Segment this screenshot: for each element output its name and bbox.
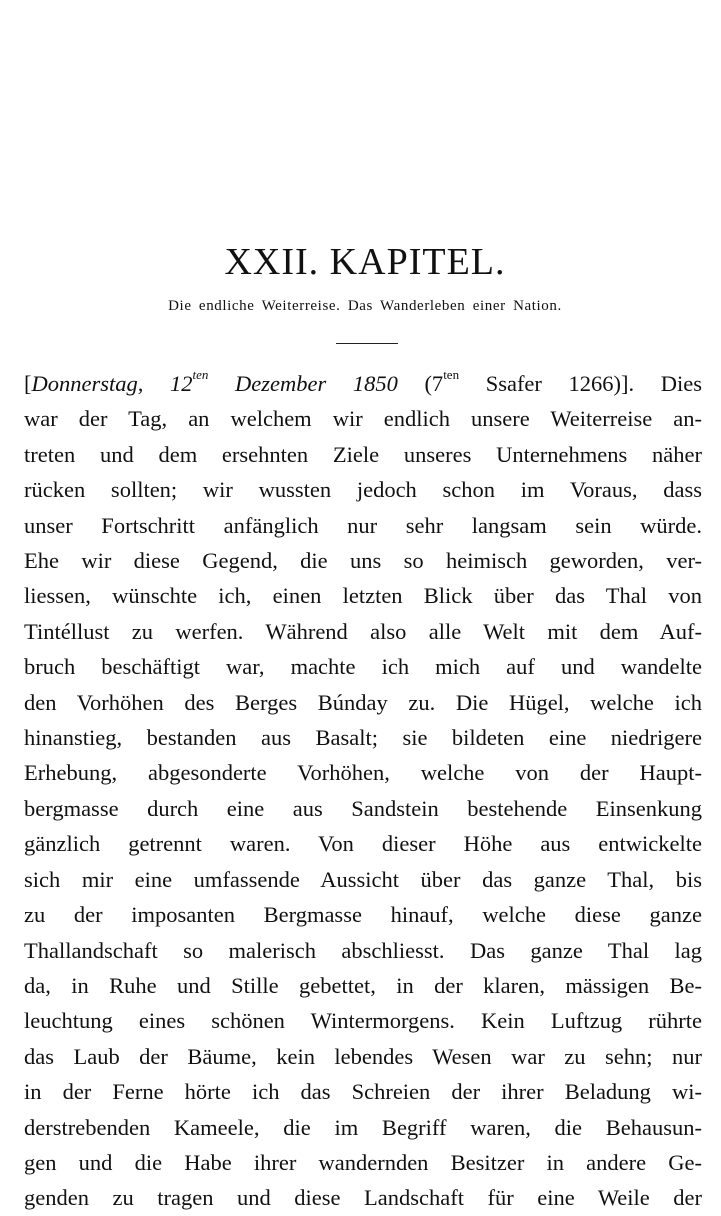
line-1-tail: Dies	[660, 371, 702, 396]
text-line: rücken sollten; wir wussten jedoch schon im Voraus, dass	[24, 477, 702, 503]
body-paragraph	[24, 366, 702, 1216]
text-line: gen und die Habe ihrer wandernden Besitzer in andere Ge-	[24, 1149, 702, 1175]
text-line: liessen, wünschte ich, einen letzten Blick über das Thal von	[24, 583, 702, 609]
date-day: Donnerstag, $12^{ten}$ Dezember 1850	[31, 367, 398, 396]
text-line: derstrebenden Kameele, die im Begriff waren, die Behausun-	[24, 1114, 702, 1140]
text-line: treten und dem ersehnten Ziele unseres Unternehmens näher	[24, 441, 702, 467]
text-line-1	[24, 366, 702, 401]
text-line: sich mir eine umfassende Aussicht über das ganze Thal, bis	[24, 866, 702, 892]
text-line: Erhebung, abgesonderte Vorhöhen, welche von der Haupt-	[24, 760, 702, 786]
text-line: war der Tag, an welchem wir endlich unsere Weiterreise an-	[24, 406, 702, 432]
text-line: den Vorhöhen des Berges Búnday zu. Die Hügel, welche ich	[24, 689, 702, 715]
text-line: Ehe wir diese Gegend, die uns so heimisch geworden, ver-	[24, 548, 702, 574]
text-line: zu der imposanten Bergmasse hinauf, welche diese ganze	[24, 902, 702, 928]
text-line: in der Ferne hörte ich das Schreien der ihrer Beladung wi-	[24, 1079, 702, 1105]
text-line: hinanstieg, bestanden aus Basalt; sie bildeten eine niedrigere	[24, 725, 702, 751]
text-line: gänzlich getrennt waren. Von dieser Höhe aus entwickelte	[24, 831, 702, 857]
section-divider	[336, 343, 398, 344]
chapter-subtitle: Die endliche Weiterreise. Das Wanderleben einer Nation.	[168, 298, 562, 314]
text-line: bergmasse durch eine aus Sandstein bestehende Einsenkung	[24, 795, 702, 821]
text-line: Tintéllust zu werfen. Während also alle Welt mit dem Auf-	[24, 618, 702, 644]
open-bracket: [	[24, 371, 32, 396]
text-line: unser Fortschritt anfänglich nur sehr langsam sein würde.	[24, 512, 702, 538]
text-line: Thallandschaft so malerisch abschliesst. Das ganze Thal lag	[24, 937, 702, 963]
text-line: bruch beschäftigt war, machte ich mich auf und wandelte	[24, 654, 702, 680]
text-line: leuchtung eines schönen Wintermorgens. Kein Luftzug rührte	[24, 1008, 702, 1034]
date-islamic: ($7^{ten}$ Ssafer 1266)].	[424, 367, 635, 396]
chapter-title: XXII. KAPITEL.	[224, 241, 506, 283]
text-line: genden zu tragen und diese Landschaft für eine Weile der	[24, 1185, 702, 1211]
text-line: da, in Ruhe und Stille gebettet, in der klaren, mässigen Be-	[24, 972, 702, 998]
text-line: das Laub der Bäume, kein lebendes Wesen war zu sehn; nur	[24, 1043, 702, 1069]
